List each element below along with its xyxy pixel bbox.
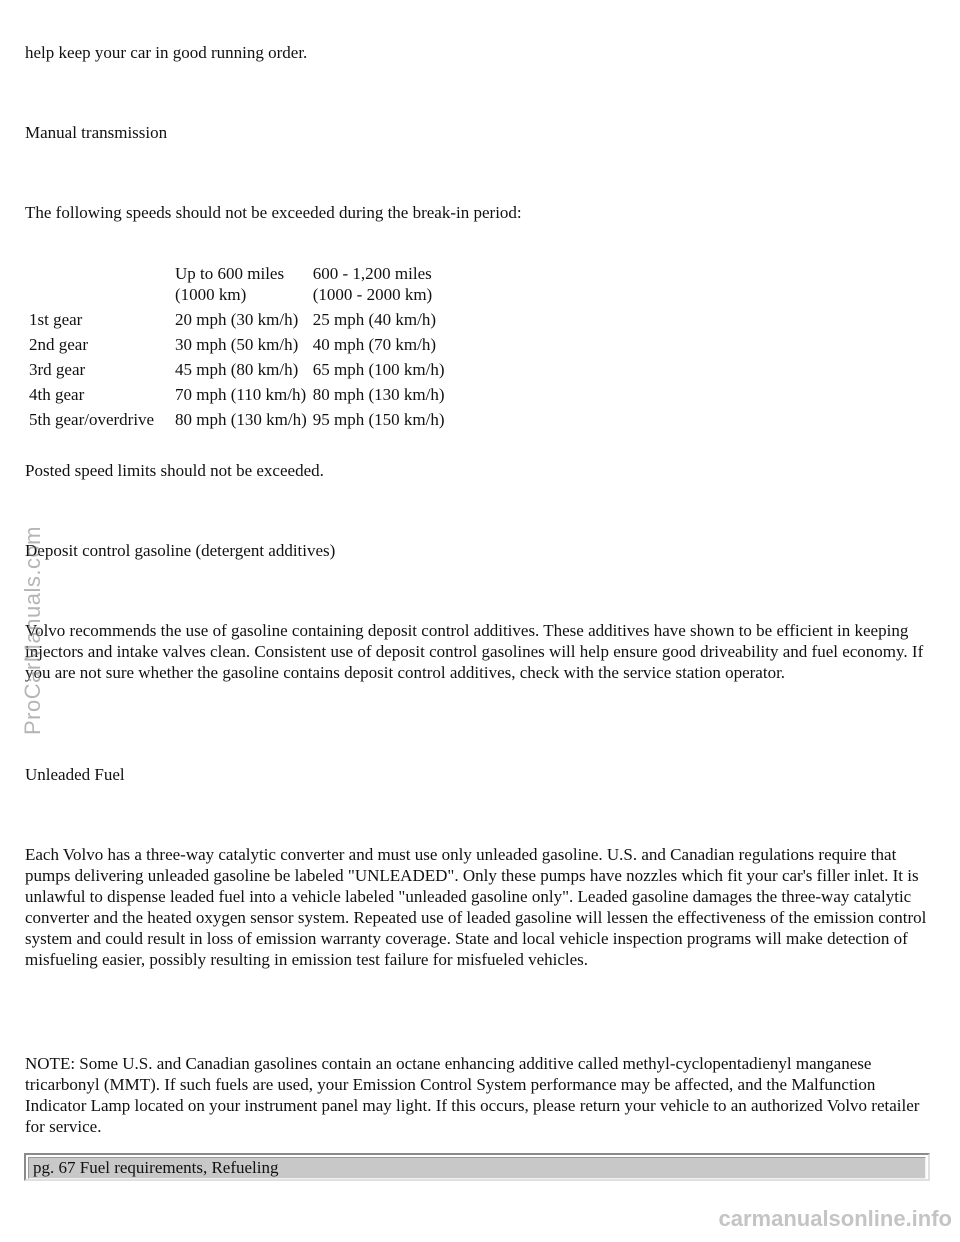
gear-cell: 3rd gear <box>29 360 86 379</box>
speed-cell: 80 mph (130 km/h) <box>175 410 307 429</box>
table-header-cell <box>173 261 309 307</box>
unleaded-fuel-heading: Unleaded Fuel <box>25 765 125 784</box>
table-header-cell <box>27 261 171 307</box>
deposit-control-paragraph: Volvo recommends the use of gasoline containing deposit control additives. These additives have shown to be efficient in keeping injectors and intake valves clean. Consistent use of deposit control gasolines will help ensure good driveability and fuel economy. If you are not sure whether the gasoline contains deposit control additives, check with the service station operator. <box>25 621 924 682</box>
bottom-watermark: carmanualsonline.info <box>718 1206 952 1231</box>
table-header-cell <box>311 261 447 307</box>
gear-cell: 1st gear <box>29 310 83 329</box>
table-row <box>27 357 447 382</box>
header-600-1200: 600 - 1,200 miles (1000 - 2000 km) <box>312 264 433 304</box>
speed-cell: 80 mph (130 km/h) <box>312 385 445 404</box>
page-footer-label: pg. 67 Fuel requirements, Refueling <box>28 1157 926 1179</box>
page-footer-bar <box>24 1153 930 1181</box>
unleaded-fuel-paragraph: Each Volvo has a three-way catalytic converter and must use only unleaded gasoline. U.S. and Canadian regulations require that pumps delivering unleaded gasoline be labeled "UNLEADED". Only these pumps have nozzles which fit your car's filler inlet. It is unlawful to dispense leaded fuel into a vehicle labeled "unleaded gasoline only". Leaded gasoline damages the three-way catalytic converter and the heated oxygen sensor system. Repeated use of leaded gasoline will lessen the effectiveness of the emission control system and could result in loss of emission warranty coverage. State and local vehicle inspection programs will make detection of misfueling easier, possibly resulting in emission test failure for misfueled vehicles. <box>25 845 927 969</box>
side-watermark: ProCarManuals.com <box>20 525 45 735</box>
speed-cell: 25 mph (40 km/h) <box>312 310 436 329</box>
gear-cell: 4th gear <box>29 385 85 404</box>
speed-cell: 95 mph (150 km/h) <box>312 410 445 429</box>
intro-tail-text: help keep your car in good running order. <box>25 43 308 62</box>
speed-cell: 65 mph (100 km/h) <box>312 360 445 379</box>
deposit-control-heading: Deposit control gasoline (detergent additives) <box>25 541 336 560</box>
header-up-to-600: Up to 600 miles (1000 km) <box>175 264 285 304</box>
table-row <box>27 332 447 357</box>
table-header-row <box>27 261 447 307</box>
posted-limits-text: Posted speed limits should not be exceeded. <box>25 461 324 480</box>
speed-cell: 70 mph (110 km/h) <box>175 385 307 404</box>
speed-cell: 20 mph (30 km/h) <box>175 310 299 329</box>
gear-cell: 5th gear/overdrive <box>29 410 155 429</box>
table-row <box>27 307 447 332</box>
mmt-note-paragraph: NOTE: Some U.S. and Canadian gasolines contain an octane enhancing additive called methyl-cyclopentadienyl manganese tricarbonyl (MMT). If such fuels are used, your Emission Control System performance may be affected, and the Malfunction Indicator Lamp located on your instrument panel may light. If this occurs, please return your vehicle to an authorized Volvo retailer for service. <box>25 1054 920 1136</box>
break-in-speed-table <box>25 261 449 432</box>
table-row <box>27 382 447 407</box>
manual-transmission-heading: Manual transmission <box>25 123 168 142</box>
gear-cell: 2nd gear <box>29 335 89 354</box>
speed-cell: 40 mph (70 km/h) <box>312 335 436 354</box>
speed-cell: 45 mph (80 km/h) <box>175 360 299 379</box>
speeds-intro-text: The following speeds should not be exceeded during the break-in period: <box>25 203 522 222</box>
speed-cell: 30 mph (50 km/h) <box>175 335 299 354</box>
table-row <box>27 407 447 432</box>
